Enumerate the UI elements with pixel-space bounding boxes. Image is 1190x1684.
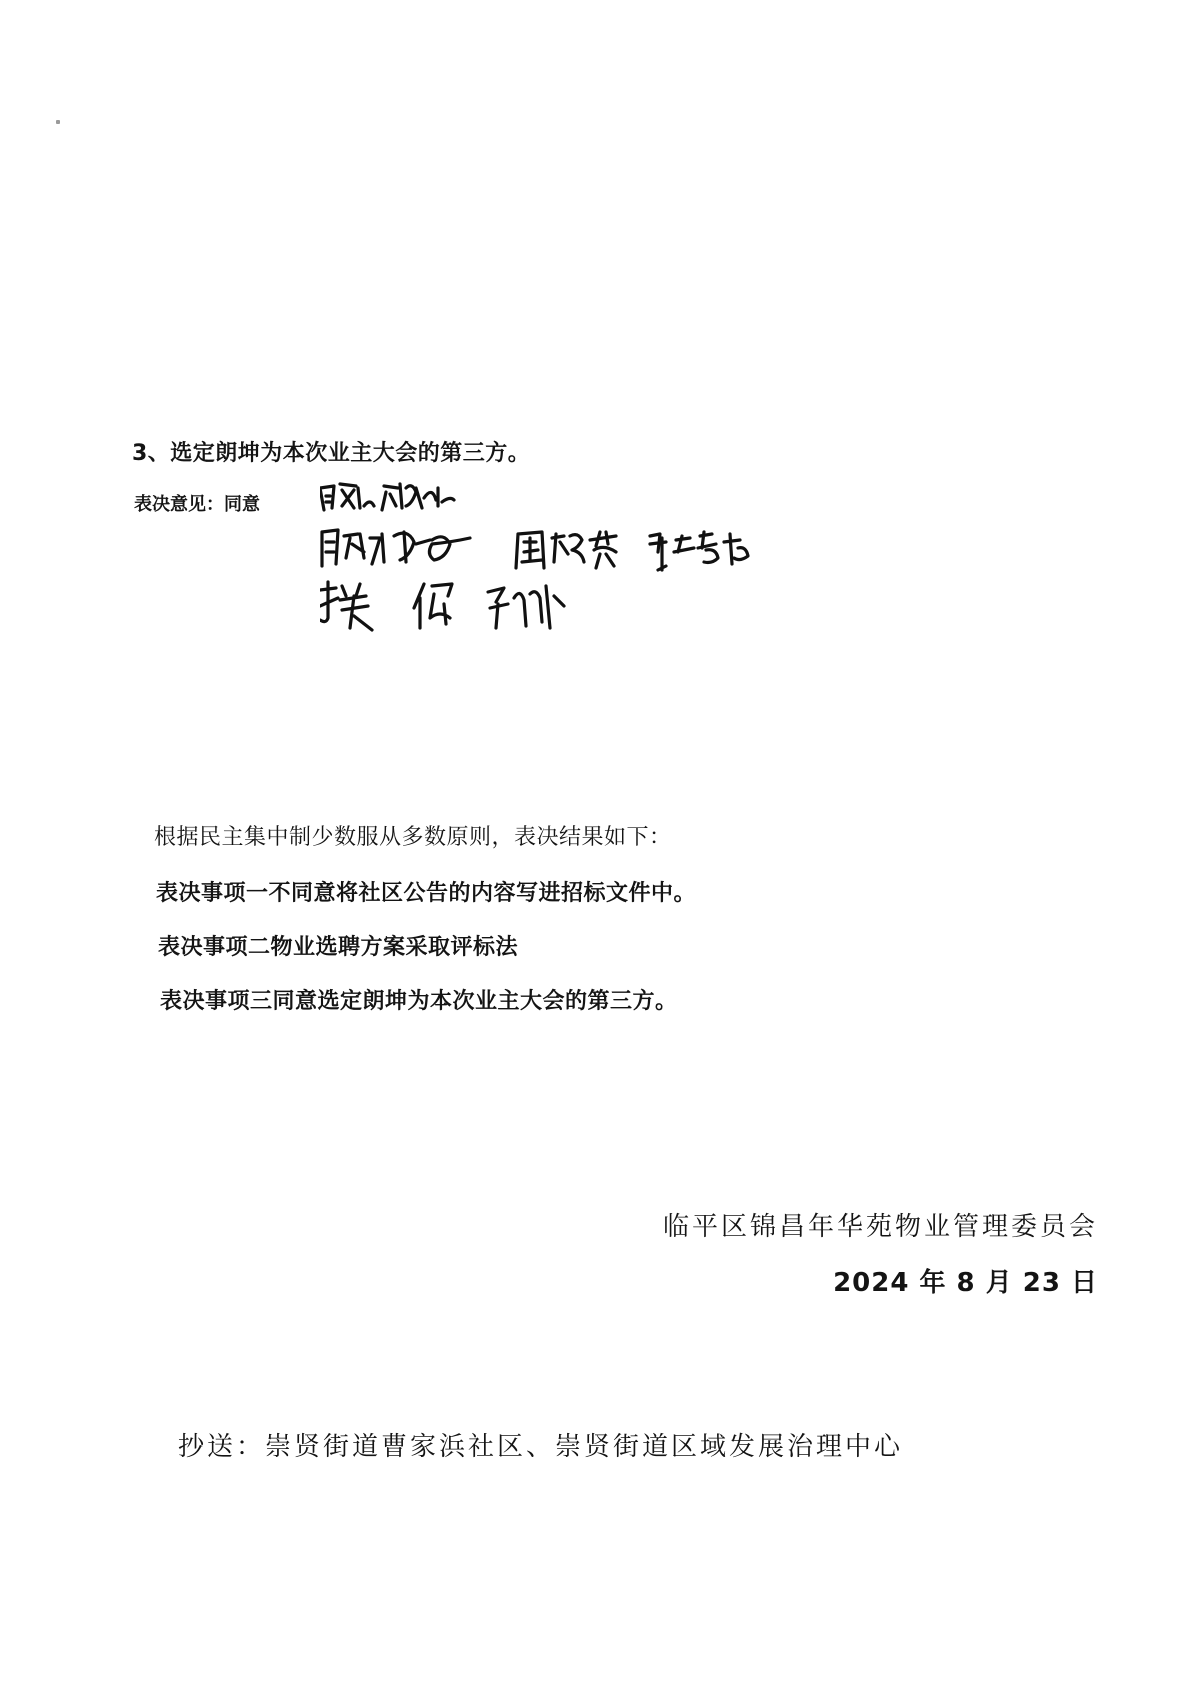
item-3-title: 3、选定朗坤为本次业主大会的第三方。 <box>132 441 531 466</box>
result-item-3: 表决事项三同意选定朗坤为本次业主大会的第三方。 <box>160 989 678 1014</box>
handwritten-signatures <box>320 478 860 658</box>
result-intro: 根据民主集中制少数服从多数原则，表决结果如下： <box>154 825 672 850</box>
issuing-organization: 临平区锦昌年华苑物业管理委员会 <box>662 1212 1098 1242</box>
signature-5 <box>650 532 748 570</box>
signature-1 <box>320 484 374 510</box>
signature-2 <box>382 484 454 510</box>
signature-4 <box>516 532 616 568</box>
signature-3 <box>322 530 470 566</box>
scan-artifact <box>56 120 60 124</box>
signature-7 <box>414 584 564 628</box>
signature-6 <box>320 582 372 630</box>
carbon-copy-line: 抄送：崇贤街道曹家浜社区、崇贤街道区域发展治理中心 <box>178 1432 904 1462</box>
issue-date: 2024 年 8 月 23 日 <box>833 1268 1098 1298</box>
vote-opinion-label: 表决意见：同意 <box>134 494 260 515</box>
result-item-2: 表决事项二物业选聘方案采取评标法 <box>158 935 519 960</box>
result-item-1: 表决事项一不同意将社区公告的内容写进招标文件中。 <box>156 881 697 906</box>
